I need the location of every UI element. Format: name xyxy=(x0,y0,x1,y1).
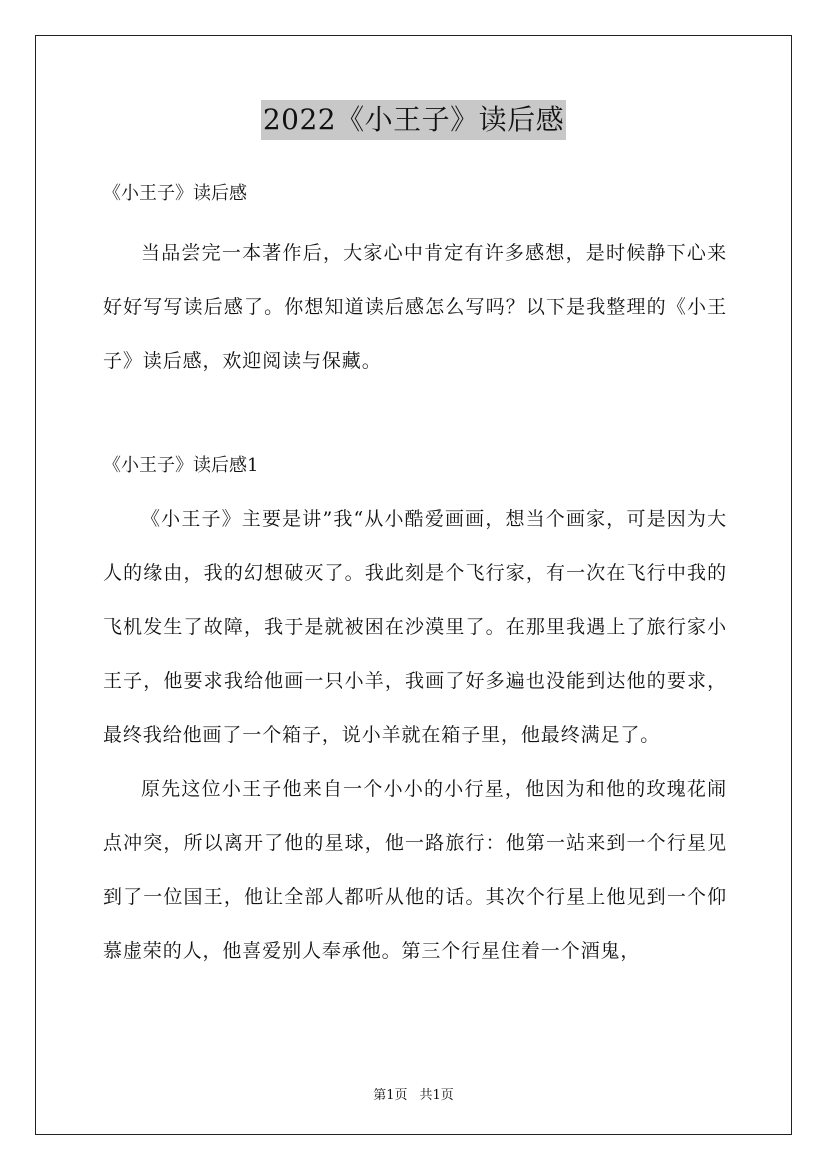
document-title: 2022《小王子》读后感 xyxy=(261,100,566,140)
section1-paragraph-2: 原先这位小王子他来自一个小小的小行星，他因为和他的玫瑰花闹点冲突，所以离开了他的星球，他一路旅行：他第一站来到一个行星见到了一位国王，他让全部人都听从他的话。其次个行星上他见到一个仰慕虚荣的人，他喜爱别人奉承他。第三个行星住着一个酒鬼， xyxy=(103,778,727,962)
section1-heading: 《小王子》读后感1 xyxy=(103,455,259,476)
page-number: 第1页 xyxy=(373,1088,408,1103)
intro-paragraph: 当品尝完一本著作后，大家心中肯定有许多感想，是时候静下心来好好写写读后感了。你想知道读后感怎么写吗？以下是我整理的《小王子》读后感，欢迎阅读与保藏。 xyxy=(103,242,727,372)
page-total: 共1页 xyxy=(419,1088,454,1103)
section1-paragraph-1: 《小王子》主要是讲”我“从小酷爱画画，想当个画家，可是因为大人的缘由，我的幻想破灭了。我此刻是个飞行家，有一次在飞行中我的飞机发生了故障，我于是就被困在沙漠里了。在那里我遇上了旅行家小王子，他要求我给他画一只小羊，我画了好多遍也没能到达他的要求，最终我给他画了一个箱子，说小羊就在箱子里，他最终满足了。 xyxy=(103,508,727,746)
document-body xyxy=(103,172,727,978)
title-container xyxy=(0,100,827,140)
intro-heading: 《小王子》读后感 xyxy=(103,183,247,204)
page-footer xyxy=(0,1084,827,1103)
